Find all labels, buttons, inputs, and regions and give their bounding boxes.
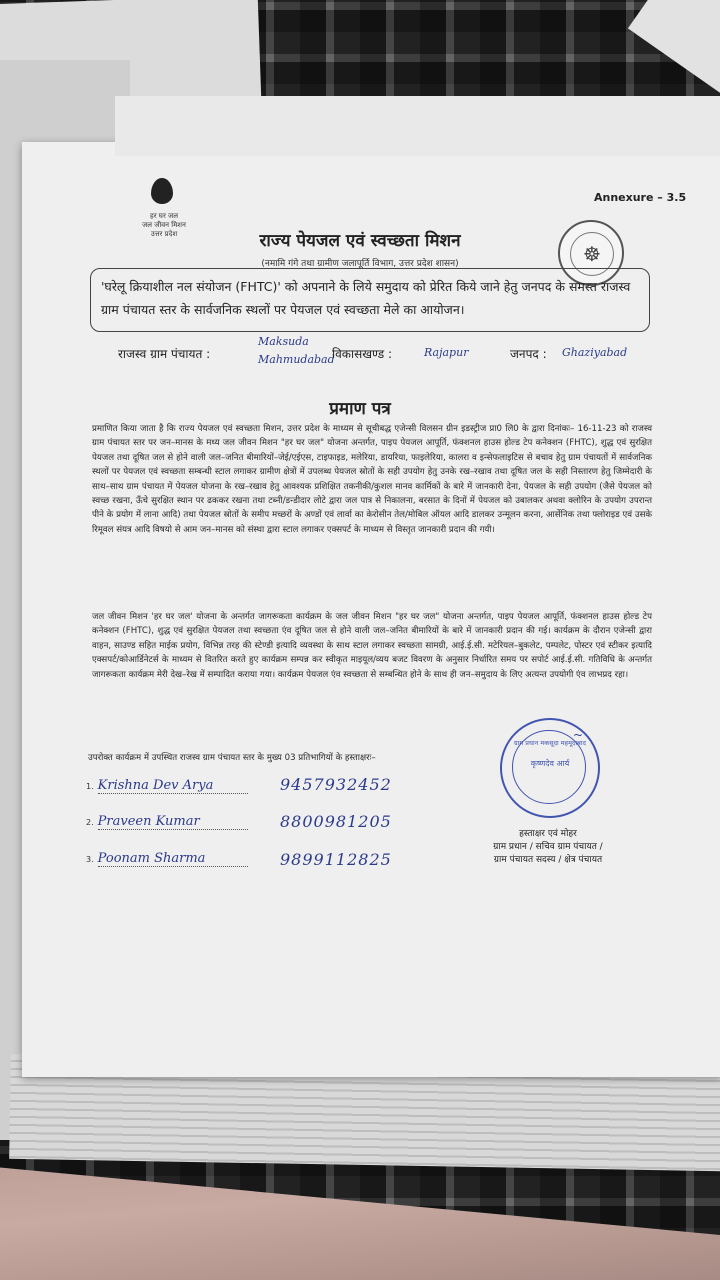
event-description-box: 'घरेलू क्रियाशील नल संयोजन (FHTC)' को अपनाने के लिये समुदाय को प्रेरित किये जाने हेतु जनपद के समस्त राजस्व ग्राम पंचायत स्तर के सार्वजनिक स्थलों पर पेयजल एवं स्वच्छता मेले का आयोजन। [90, 268, 650, 332]
participant-2-phone: 8800981205 [280, 812, 392, 831]
participant-2-name: 2. Praveen Kumar [86, 814, 248, 830]
water-drop-icon [151, 178, 173, 204]
signature-designation: हस्ताक्षर एवं मोहर ग्राम प्रधान / सचिव ग्राम पंचायत / ग्राम पंचायत सदस्य / क्षेत्र पंचायत [493, 829, 603, 865]
participant-1-name: 1. Krishna Dev Arya [86, 778, 248, 794]
annexure-label: Annexure – 3.5 [594, 191, 687, 204]
certificate-heading: प्रमाण पत्र [329, 399, 391, 419]
participant-1-phone: 9457932452 [280, 775, 392, 794]
block-value: Rajapur [424, 346, 469, 359]
certificate-paragraph-2: जल जीवन मिशन 'हर घर जल' योजना के अन्तर्गत जागरूकता कार्यक्रम के जल जीवन मिशन "हर घर जल" योजना अन्तर्गत, पाइप पेयजल आपूर्ति, फंक्शनल हाउस होल्ड टेप कनेक्शन (FHTC), शुद्ध एवं सुरक्षित पेयजल तथा स्वच्छता एंव दूषित जल से होने वाली जल–जनित बीमारियों के बारे में जानकारी प्रदान की गई। कार्यक्रम के दौरान एजेन्सी द्वारा वाहन, साउण्ड सहित माईक प्रयोग, विभिन्न तरह की स्टेण्डी इत्यादि व्यवस्था के साथ स्टाल लगाकर स्वच्छता सामग्री, आई.ई.सी. मटेरियल–बुकलेट, पम्पलेट, पोस्टर एवं स्टीकर इत्यादि एक्सपर्ट/कोआर्डिनेटर्स के माध्यम से वितरित करते हुए कार्यक्रम सम्पन्न कर स्वीकृत माइयूल/व्यय बजट विवरण के अनुसार निर्धारित समय पर सपोर्ट आई.ई.सी. गतिविधि के अन्तर्गत जागरूकता कार्यक्रम मेरी देख–रेख में सम्पादित कराया गया। कार्यक्रम पेयजल एंव स्वच्छता से सम्बन्धित होने के साथ ही जन–समुदाय के लिए अत्यन्त उपयोगी एंव लाभप्रद रहा। [92, 612, 652, 680]
district-value: Ghaziyabad [562, 346, 628, 359]
stamp-center-name: कृष्णदेव आर्य [530, 759, 570, 768]
mission-title: राज्य पेयजल एवं स्वच्छता मिशन [259, 231, 461, 251]
panchayat-value-line2: Mahmudabad [258, 353, 335, 366]
panchayat-value-line1: Maksuda [258, 335, 309, 348]
participant-3-name: 3. Poonam Sharma [86, 851, 248, 867]
emblem-icon: ☸ [570, 232, 614, 276]
mission-subtitle: (नमामि गंगे तथा ग्रामीण जलापूर्ति विभाग, उत्तर प्रदेश शासन) [261, 259, 459, 269]
document-top-fold [115, 96, 720, 156]
participants-heading: उपरोक्त कार्यक्रम में उपस्थित राजस्व ग्राम पंचायत स्तर के मुख्य 03 प्रतिभागियों के हस्ताक्षरः– [88, 753, 376, 763]
district-label: जनपद : [510, 347, 547, 361]
block-label: विकासखण्ड : [332, 347, 393, 361]
pradhan-signature: ~ [573, 728, 584, 742]
panchayat-details [118, 335, 678, 375]
logo-text: हर घर जल जल जीवन मिशन उत्तर प्रदेश [142, 212, 186, 238]
gram-pradhan-stamp [500, 718, 600, 818]
participant-3-phone: 9899112825 [280, 850, 392, 869]
stamp-text: ग्राम प्रधान मकसूदा महमूदाबाद [513, 739, 587, 747]
panchayat-label: राजस्व ग्राम पंचायत : [118, 347, 211, 361]
certificate-paragraph-1: प्रमाणित किया जाता है कि राज्य पेयजल एवं स्वच्छता मिशन, उत्तर प्रदेश के माध्यम से सूचीबद्ध एजेन्सी विलसन ग्रीन इडस्ट्रीज प्रा0 लि0 के द्वारा दिनांकः– 16-11-23 को राजस्व ग्राम पंचायत स्तर पर जन–मानस के मध्य जल जीवन मिशन "हर घर जल" योजना अन्तर्गत, पाइप पेयजल आपूर्ति, फंक्शनल हाउस होल्ड टेप कनेक्शन (FHTC), शुद्ध एवं सुरक्षित पेयजल तथा दूषित जल से होने वाली जल–जनित बीमारियों–जेई/एईएस, टाइफाइड, मलेरिया, डायरिया, फाइलेरिया, कालरा व इन्सेफलाइटिस से बचाव हेतु ग्राम पंचायतों में सार्वजनिक स्थलों पर पेयजल एवं स्वच्छता सम्बन्धी स्टाल लगाकर ग्रामीण क्षेत्रों में उपलब्ध पेयजल स्रोतों के सही उपयोग हेतु उनके रख–रखाव तथा दूषित जल के सही निस्तारण हेतु जिम्मेदारी के साथ–साथ ग्राम पंचायत में पेयजल योजना के रख–रखाव हेतु आवश्यक प्रशिक्षित तकनीकी/कुशल मानव कार्मिकों के बारे में जानकारी देना, पेयजल के सही उपयोग (जैसे पेयजल को स्वच्छ रखना, ऊँचे सुरक्षित स्थान पर ढककर रखना तथा टब्नी/डन्डीदार लोटे द्वारा जल पात्र से निकालना, बरसात के दिनों में पेयजल को उबालकर अथवा क्लोरिन के उपयोग उपरान्त पीने के प्रयोग में लाना आदि) तथा पेयजल स्रोतों के समीप मच्छरों के अण्डों एवं लार्वा का केरोसीन तेल/मोबिल ऑयल आदि डालकर उन्मूलन करना, आर्सेनिक तथा फ्लोराइड एवं उसके रिमूवल संयत्र आदि विषयो से आम जन–मानस को संस्था द्वारा स्टाल लगाकर एक्सपर्ट के माध्यम से विस्तृत जानकारी प्रदान की गयी। [92, 424, 652, 535]
